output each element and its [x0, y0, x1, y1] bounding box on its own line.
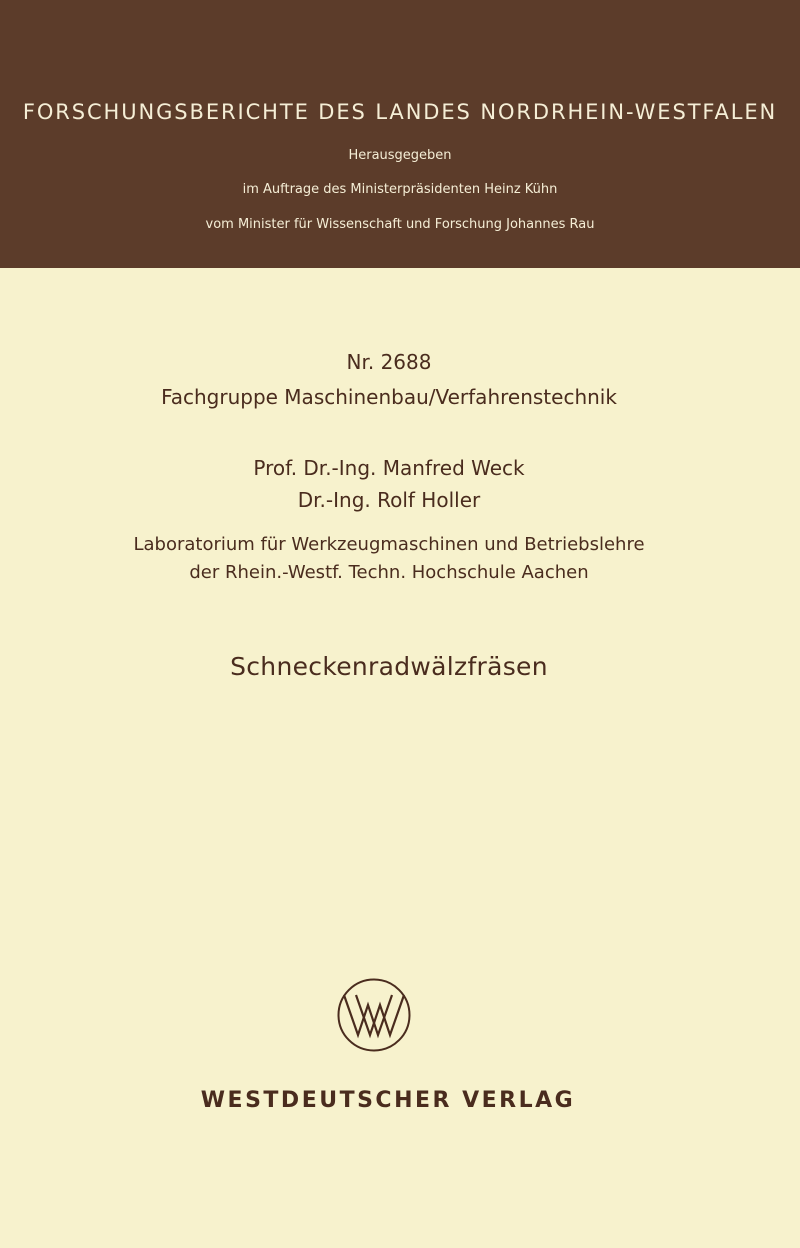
editor-line-2: im Auftrage des Ministerpräsidenten Heinz Kühn [242, 182, 558, 197]
book-title: Schneckenradwälzfräsen [230, 652, 548, 681]
institute-line-2: der Rhein.-Westf. Techn. Hochschule Aachen [189, 562, 589, 583]
author-1: Prof. Dr.-Ing. Manfred Weck [253, 456, 525, 480]
report-group: Fachgruppe Maschinenbau/Verfahrenstechnik [161, 385, 617, 409]
report-number: Nr. 2688 [346, 350, 432, 374]
editor-line-3: vom Minister für Wissenschaft und Forschung Johannes Rau [205, 217, 595, 232]
editor-line-1: Herausgegeben [348, 148, 452, 163]
publisher-name: WESTDEUTSCHER VERLAG [200, 1088, 576, 1113]
series-title: FORSCHUNGSBERICHTE DES LANDES NORDRHEIN-WESTFALEN [22, 100, 778, 124]
publisher-logo-icon [336, 977, 412, 1053]
author-2: Dr.-Ing. Rolf Holler [297, 488, 481, 512]
institute-line-1: Laboratorium für Werkzeugmaschinen und Betriebslehre [133, 534, 645, 555]
series-header-band [0, 0, 800, 268]
